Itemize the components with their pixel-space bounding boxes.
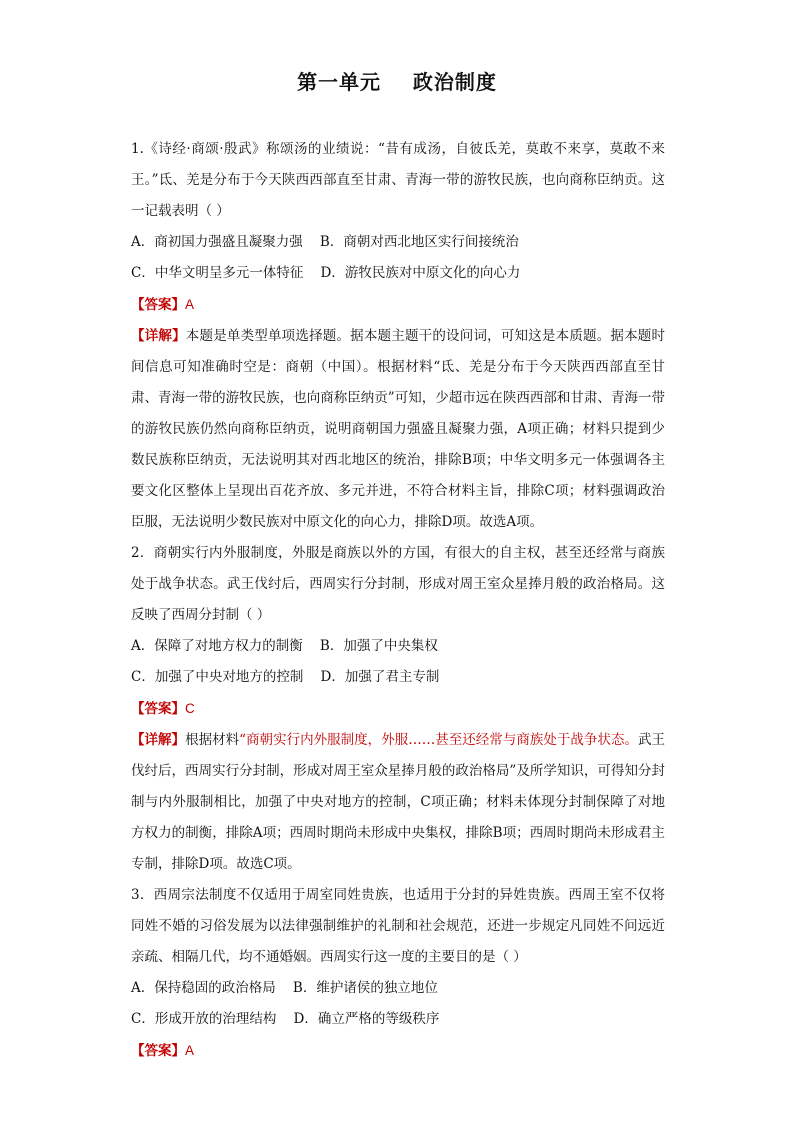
- question-2-answer: [131, 693, 665, 725]
- answer-letter: A: [185, 1043, 195, 1058]
- detail-text-rest: 武王伐纣后，西周实行分封制，形成对周王室众星捧月般的政治格局”及所学知识，可得知分封制与内外服制相比，加强了中央对地方的控制，C项正确；材料未体现分封制保障了对地方权力的制衡，排除A项；西周时期尚未形成中央集权，排除B项；西周时期尚未形成君主专制，排除D项。故选C项。: [131, 732, 665, 872]
- detail-tag: 【详解】: [131, 732, 186, 748]
- answer-tag: 【答案】: [131, 1043, 185, 1059]
- question-3-answer: [131, 1035, 665, 1067]
- question-1-stem: 1.《诗经·商颂·殷武》称颂汤的业绩说：“昔有成汤，自彼氐羌，莫敢不来享，莫敢不来王。”氐、羌是分布于今天陕西西部直至甘肃、青海一带的游牧民族，也向商称臣纳贡。这一记载表明（ ）: [131, 141, 665, 219]
- answer-tag: 【答案】: [131, 701, 185, 717]
- detail-tag: 【详解】: [131, 328, 186, 344]
- question-3-stem: 3．西周宗法制度不仅适用于周室同姓贵族，也适用于分封的异姓贵族。西周王室不仅将同姓不婚的习俗发展为以法律强制维护的礼制和社会规范，还进一步规定凡同姓不问远近亲疏、相隔几代，均不通婚姻。西周实行这一度的主要目的是（ ）: [131, 887, 665, 965]
- answer-letter: C: [185, 701, 195, 716]
- question-2-options-cd: C．加强了中央对地方的控制 D．加强了君主专制: [131, 669, 440, 685]
- page-title: 第一单元 政治制度: [297, 70, 497, 94]
- question-content: [131, 134, 665, 1067]
- question-2-options-ab: A．保障了对地方权力的制衡 B．加强了中央集权: [131, 638, 438, 654]
- question-1-options-cd: C．中华文明呈多元一体特征 D．游牧民族对中原文化的向心力: [131, 265, 521, 281]
- answer-letter: A: [185, 297, 195, 312]
- question-2-stem: 2．商朝实行内外服制度，外服是商族以外的方国，有很大的自主权，甚至还经常与商族处于战争状态。武王伐纣后，西周实行分封制，形成对周王室众星捧月般的政治格局。这反映了西周分封制（ ）: [131, 545, 665, 623]
- question-1-options-ab: A．商初国力强盛且凝聚力强 B．商朝对西北地区实行间接统治: [131, 234, 519, 250]
- answer-tag: 【答案】: [131, 297, 185, 313]
- question-1-detail: [131, 321, 665, 538]
- detail-text-pre: 根据材料: [185, 732, 240, 748]
- detail-text: 本题是单类型单项选择题。据本题主题干的设问词，可知这是本质题。据本题时间信息可知准确时空是：商朝（中国）。根据材料“氐、羌是分布于今天陕西西部直至甘肃、青海一带的游牧民族，也向商称臣纳贡”可知，少超市远在陕西西部和甘肃、青海一带的游牧民族仍然向商称臣纳贡，说明商朝国力强盛且凝聚力强，A项正确；材料只提到少数民族称臣纳贡，无法说明其对西北地区的统治，排除B项；中华文明多元一体强调各主要文化区整体上呈现出百花齐放、多元并进，不符合材料主旨，排除C项；材料强调政治臣服，无法说明少数民族对中原文化的向心力，排除D项。故选A项。: [131, 328, 666, 530]
- detail-quote: “商朝实行内外服制度，外服……甚至还经常与商族处于战争状态。: [239, 732, 638, 748]
- question-3-options-cd: C．形成开放的治理结构 D．确立严格的等级秩序: [131, 1011, 440, 1027]
- question-1-answer: [131, 289, 665, 321]
- question-3-options-ab: A．保持稳固的政治格局 B．维护诸侯的独立地位: [131, 980, 438, 996]
- question-2-detail: [131, 725, 665, 880]
